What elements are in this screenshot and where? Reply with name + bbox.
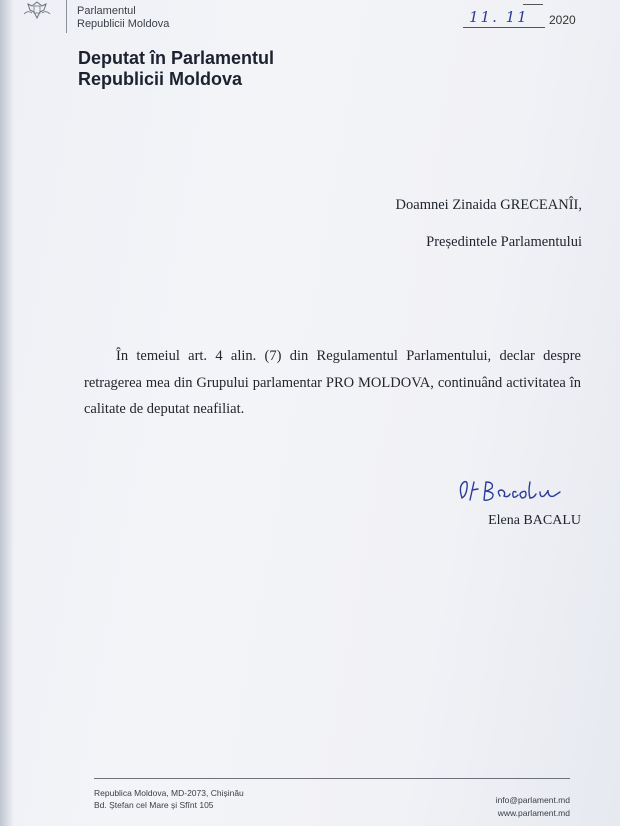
recipient-name: Doamnei Zinaida GRECEANÎI, [395,197,582,213]
institution-name-line1: Parlamentul [77,5,136,17]
sender-title [78,48,274,90]
date-top-rule [523,4,543,5]
footer-divider [94,778,570,779]
sender-title-line1: Deputat în Parlamentul [78,48,275,68]
footer-address-line2: Bd. Ștefan cel Mare și Sfînt 105 [94,800,214,810]
date-year: 2020 [549,13,576,27]
date-field [463,4,583,30]
institution-name-line2: Republicii Moldova [77,18,170,30]
page-edge-shadow [0,0,14,826]
header-divider [66,0,67,33]
footer-address-line1: Republica Moldova, MD-2073, Chișinău [94,788,244,798]
sender-title-line2: Republicii Moldova [78,69,243,89]
footer-website: www.parlament.md [497,808,570,818]
recipient-title: Președintele Parlamentului [426,234,582,250]
coat-of-arms-icon [22,0,52,20]
letter-body [84,343,581,423]
footer-email: info@parlament.md [495,795,570,805]
signatory-name: Elena BACALU [488,513,581,528]
date-handwritten: 11. 11 [469,8,529,26]
handwritten-signature [456,476,566,506]
date-underline [463,27,545,28]
body-paragraph: În temeiul art. 4 alin. (7) din Regulamentul Parlamentului, declar despre retragerea mea din Grupului parlamentar PRO MOLDOVA, continuând activitatea în calitate de deputat neafiliat. [84,348,581,417]
